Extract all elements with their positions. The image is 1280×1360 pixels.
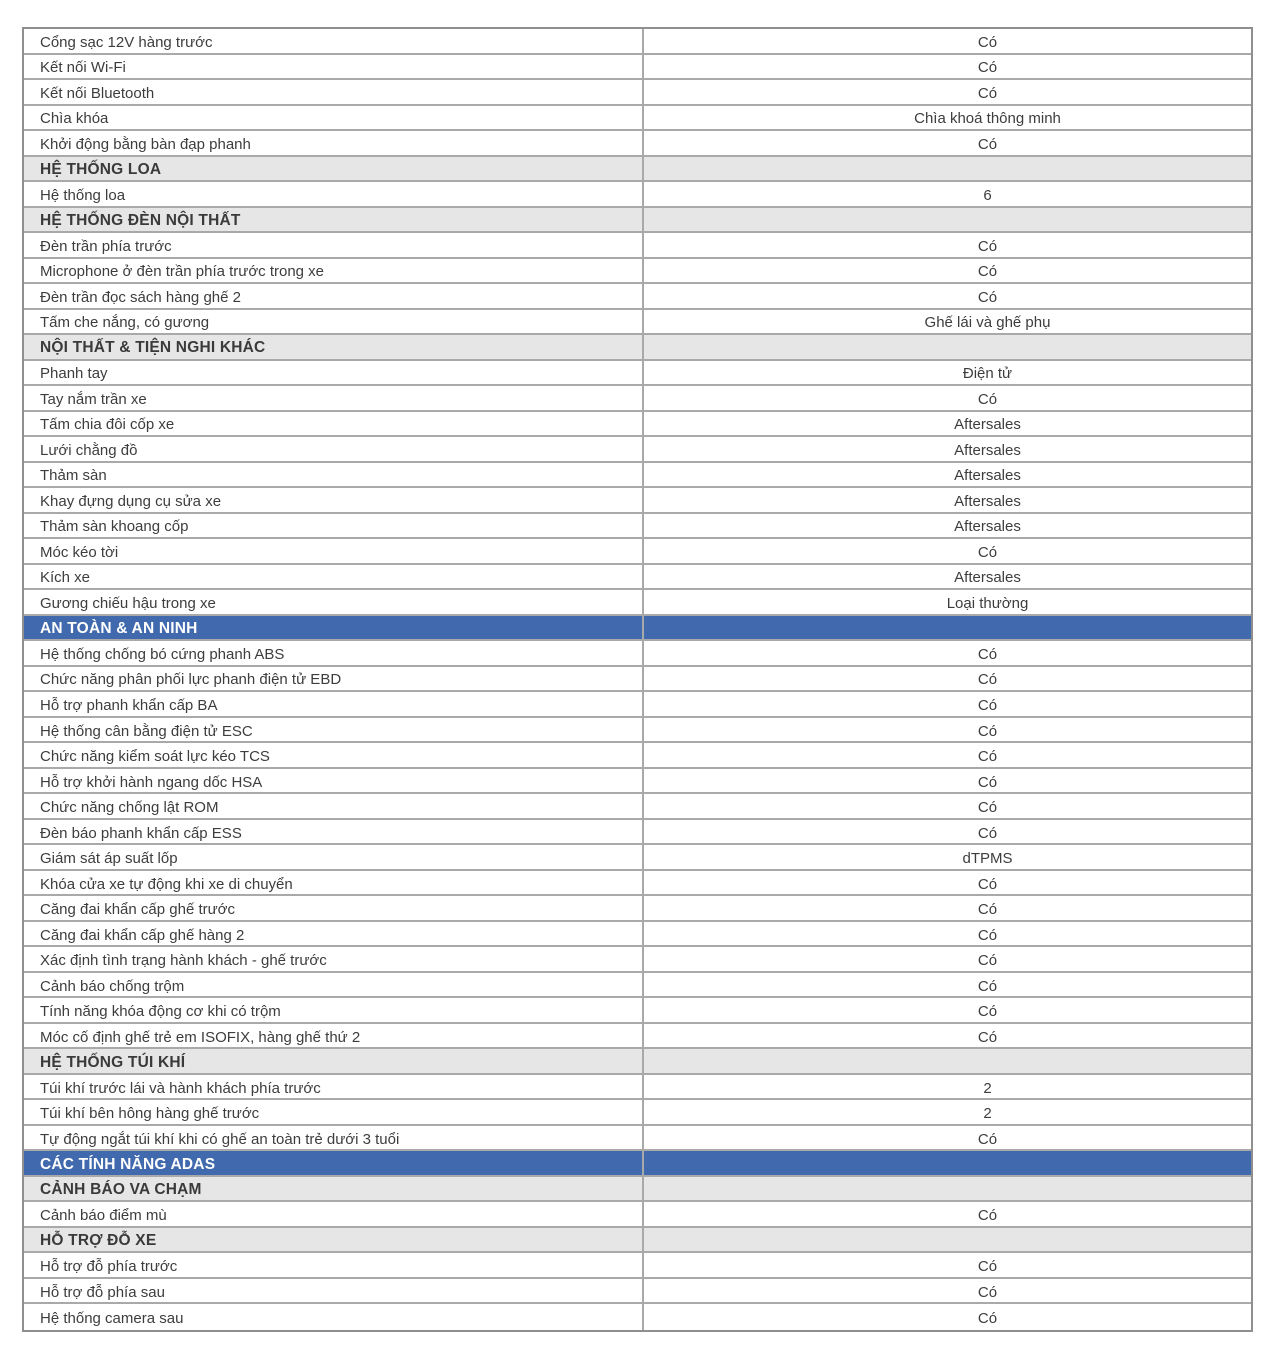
spec-value: Aftersales	[954, 441, 1021, 459]
spec-label: Tấm chia đôi cốp xe	[24, 412, 644, 436]
spec-value: Có	[977, 263, 998, 281]
spec-label: Căng đai khẩn cấp ghế trước	[24, 896, 644, 920]
section-header-row	[24, 157, 1251, 183]
spec-label: Móc cố định ghế trẻ em ISOFIX, hàng ghế thứ 2	[24, 1024, 644, 1048]
table-row	[24, 718, 1251, 744]
table-row	[24, 769, 1251, 795]
spec-value: Có	[977, 84, 998, 102]
spec-value: Có	[977, 390, 998, 408]
spec-value	[644, 1177, 1251, 1201]
table-row	[24, 565, 1251, 591]
spec-label: Khóa cửa xe tự động khi xe di chuyển	[24, 871, 644, 895]
section-header-row	[24, 1151, 1251, 1177]
spec-label: Hệ thống cân bằng điện tử ESC	[24, 718, 644, 742]
spec-value: Có	[977, 824, 998, 842]
spec-label: Móc kéo tời	[24, 539, 644, 563]
spec-label: HỖ TRỢ ĐỖ XE	[24, 1228, 644, 1252]
section-header-row	[24, 1228, 1251, 1254]
spec-value: 2	[983, 1079, 992, 1097]
table-row	[24, 29, 1251, 55]
table-row	[24, 1279, 1251, 1305]
spec-value: Có	[977, 799, 998, 817]
spec-value	[644, 1049, 1251, 1073]
spec-value: Có	[977, 1258, 998, 1276]
table-row	[24, 998, 1251, 1024]
spec-value: Có	[977, 926, 998, 944]
spec-label: Cảnh báo chống trộm	[24, 973, 644, 997]
spec-label: Khay đựng dụng cụ sửa xe	[24, 488, 644, 512]
table-row	[24, 1253, 1251, 1279]
table-row	[24, 922, 1251, 948]
spec-value: Có	[977, 59, 998, 77]
spec-label: Hỗ trợ đỗ phía trước	[24, 1253, 644, 1277]
spec-label: AN TOÀN & AN NINH	[24, 616, 644, 640]
spec-label: Tính năng khóa động cơ khi có trộm	[24, 998, 644, 1022]
spec-label: Chức năng phân phối lực phanh điện tử EBD	[24, 667, 644, 691]
spec-value	[644, 208, 1251, 232]
spec-label: Căng đai khẩn cấp ghế hàng 2	[24, 922, 644, 946]
table-row	[24, 820, 1251, 846]
section-header-row	[24, 208, 1251, 234]
spec-label: Cảnh báo điểm mù	[24, 1202, 644, 1226]
table-row	[24, 1075, 1251, 1101]
spec-value: Chìa khoá thông minh	[914, 110, 1061, 128]
spec-label: HỆ THỐNG TÚI KHÍ	[24, 1049, 644, 1073]
spec-value: Ghế lái và ghế phụ	[924, 314, 1051, 332]
spec-value: Aftersales	[954, 518, 1021, 536]
table-row	[24, 233, 1251, 259]
spec-label: Tự động ngắt túi khí khi có ghế an toàn trẻ dưới 3 tuổi	[24, 1126, 644, 1150]
spec-label: Hỗ trợ phanh khẩn cấp BA	[24, 692, 644, 716]
spec-label: Đèn báo phanh khẩn cấp ESS	[24, 820, 644, 844]
spec-value: Điện tử	[962, 365, 1013, 383]
table-row	[24, 641, 1251, 667]
table-row	[24, 437, 1251, 463]
table-row	[24, 539, 1251, 565]
table-row	[24, 55, 1251, 81]
table-row	[24, 1202, 1251, 1228]
spec-value: Aftersales	[954, 569, 1021, 587]
spec-value: Có	[977, 952, 998, 970]
spec-value: Có	[977, 697, 998, 714]
table-row	[24, 845, 1251, 871]
spec-value: dTPMS	[962, 850, 1013, 868]
spec-value: Có	[977, 135, 998, 153]
table-row	[24, 692, 1251, 718]
table-row	[24, 896, 1251, 922]
table-row	[24, 259, 1251, 285]
spec-value: Có	[977, 722, 998, 740]
spec-value	[644, 335, 1251, 359]
spec-label: HỆ THỐNG ĐÈN NỘI THẤT	[24, 208, 644, 232]
table-row	[24, 80, 1251, 106]
table-row	[24, 463, 1251, 489]
section-header-row	[24, 616, 1251, 642]
spec-label: Chức năng chống lật ROM	[24, 794, 644, 818]
spec-value	[644, 616, 1251, 640]
table-row	[24, 412, 1251, 438]
table-row	[24, 310, 1251, 336]
table-row	[24, 182, 1251, 208]
table-row	[24, 947, 1251, 973]
spec-label: Kết nối Bluetooth	[24, 80, 644, 104]
spec-value: Có	[977, 1283, 998, 1301]
spec-label: Khởi động bằng bàn đạp phanh	[24, 131, 644, 155]
spec-value: Có	[977, 543, 998, 561]
spec-value	[644, 1228, 1251, 1252]
table-row	[24, 284, 1251, 310]
spec-label: Thảm sàn khoang cốp	[24, 514, 644, 538]
spec-value: 6	[983, 186, 992, 204]
table-row	[24, 1100, 1251, 1126]
spec-value: Có	[977, 773, 998, 791]
spec-value: Có	[977, 875, 998, 893]
spec-value: Có	[977, 1028, 998, 1046]
spec-label: Microphone ở đèn trần phía trước trong xe	[24, 259, 644, 283]
spec-label: NỘI THẤT & TIỆN NGHI KHÁC	[24, 335, 644, 359]
spec-value	[644, 157, 1251, 181]
spec-label: CÁC TÍNH NĂNG ADAS	[24, 1151, 644, 1175]
spec-label: Thảm sàn	[24, 463, 644, 487]
spec-value: Aftersales	[954, 416, 1021, 434]
table-row	[24, 1024, 1251, 1050]
spec-label: Lưới chằng đồ	[24, 437, 644, 461]
spec-label: Đèn trần đọc sách hàng ghế 2	[24, 284, 644, 308]
spec-label: Hỗ trợ đỗ phía sau	[24, 1279, 644, 1303]
spec-label: Túi khí trước lái và hành khách phía trước	[24, 1075, 644, 1099]
spec-label: Đèn trần phía trước	[24, 233, 644, 257]
table-row	[24, 131, 1251, 157]
spec-value: Có	[977, 1003, 998, 1021]
spec-label: Xác định tình trạng hành khách - ghế trước	[24, 947, 644, 971]
spec-value: Có	[977, 1310, 998, 1328]
spec-label: Tấm che nắng, có gương	[24, 310, 644, 334]
table-row	[24, 1126, 1251, 1152]
spec-label: CẢNH BÁO VA CHẠM	[24, 1177, 644, 1201]
spec-label: Chức năng kiểm soát lực kéo TCS	[24, 743, 644, 767]
section-header-row	[24, 335, 1251, 361]
table-row	[24, 794, 1251, 820]
spec-value: Có	[977, 671, 998, 689]
spec-label: Chìa khóa	[24, 106, 644, 130]
table-row	[24, 386, 1251, 412]
spec-label: Hỗ trợ khởi hành ngang dốc HSA	[24, 769, 644, 793]
spec-label: Tay nắm trần xe	[24, 386, 644, 410]
spec-label: Cổng sạc 12V hàng trước	[24, 29, 644, 53]
spec-label: Gương chiếu hậu trong xe	[24, 590, 644, 614]
table-row	[24, 871, 1251, 897]
spec-label: HỆ THỐNG LOA	[24, 157, 644, 181]
spec-value: Loại thường	[946, 594, 1029, 612]
spec-value	[644, 1151, 1251, 1175]
table-row	[24, 590, 1251, 616]
spec-label: Hệ thống chống bó cứng phanh ABS	[24, 641, 644, 665]
spec-label: Kích xe	[24, 565, 644, 589]
table-row	[24, 973, 1251, 999]
spec-value: 2	[983, 1105, 992, 1123]
spec-value: Aftersales	[954, 492, 1021, 510]
spec-value: Có	[977, 901, 998, 919]
spec-value: Có	[977, 1207, 998, 1225]
table-row	[24, 106, 1251, 132]
spec-label: Túi khí bên hông hàng ghế trước	[24, 1100, 644, 1124]
spec-label: Kết nối Wi-Fi	[24, 55, 644, 79]
spec-label: Giám sát áp suất lốp	[24, 845, 644, 869]
spec-value: Có	[977, 288, 998, 306]
section-header-row	[24, 1049, 1251, 1075]
spec-value: Có	[977, 33, 998, 51]
table-row	[24, 667, 1251, 693]
table-row	[24, 488, 1251, 514]
table-row	[24, 743, 1251, 769]
spec-label: Hệ thống camera sau	[24, 1304, 644, 1330]
spec-label: Phanh tay	[24, 361, 644, 385]
spec-value: Có	[977, 1130, 998, 1148]
spec-value: Có	[977, 977, 998, 995]
spec-value: Có	[977, 748, 998, 766]
spec-value: Aftersales	[954, 467, 1021, 485]
table-row	[24, 1304, 1251, 1330]
spec-value: Có	[977, 645, 998, 663]
spec-value: Có	[977, 237, 998, 255]
spec-label: Hệ thống loa	[24, 182, 644, 206]
section-header-row	[24, 1177, 1251, 1203]
table-row	[24, 514, 1251, 540]
table-row	[24, 361, 1251, 387]
car-spec-table	[22, 27, 1253, 1332]
